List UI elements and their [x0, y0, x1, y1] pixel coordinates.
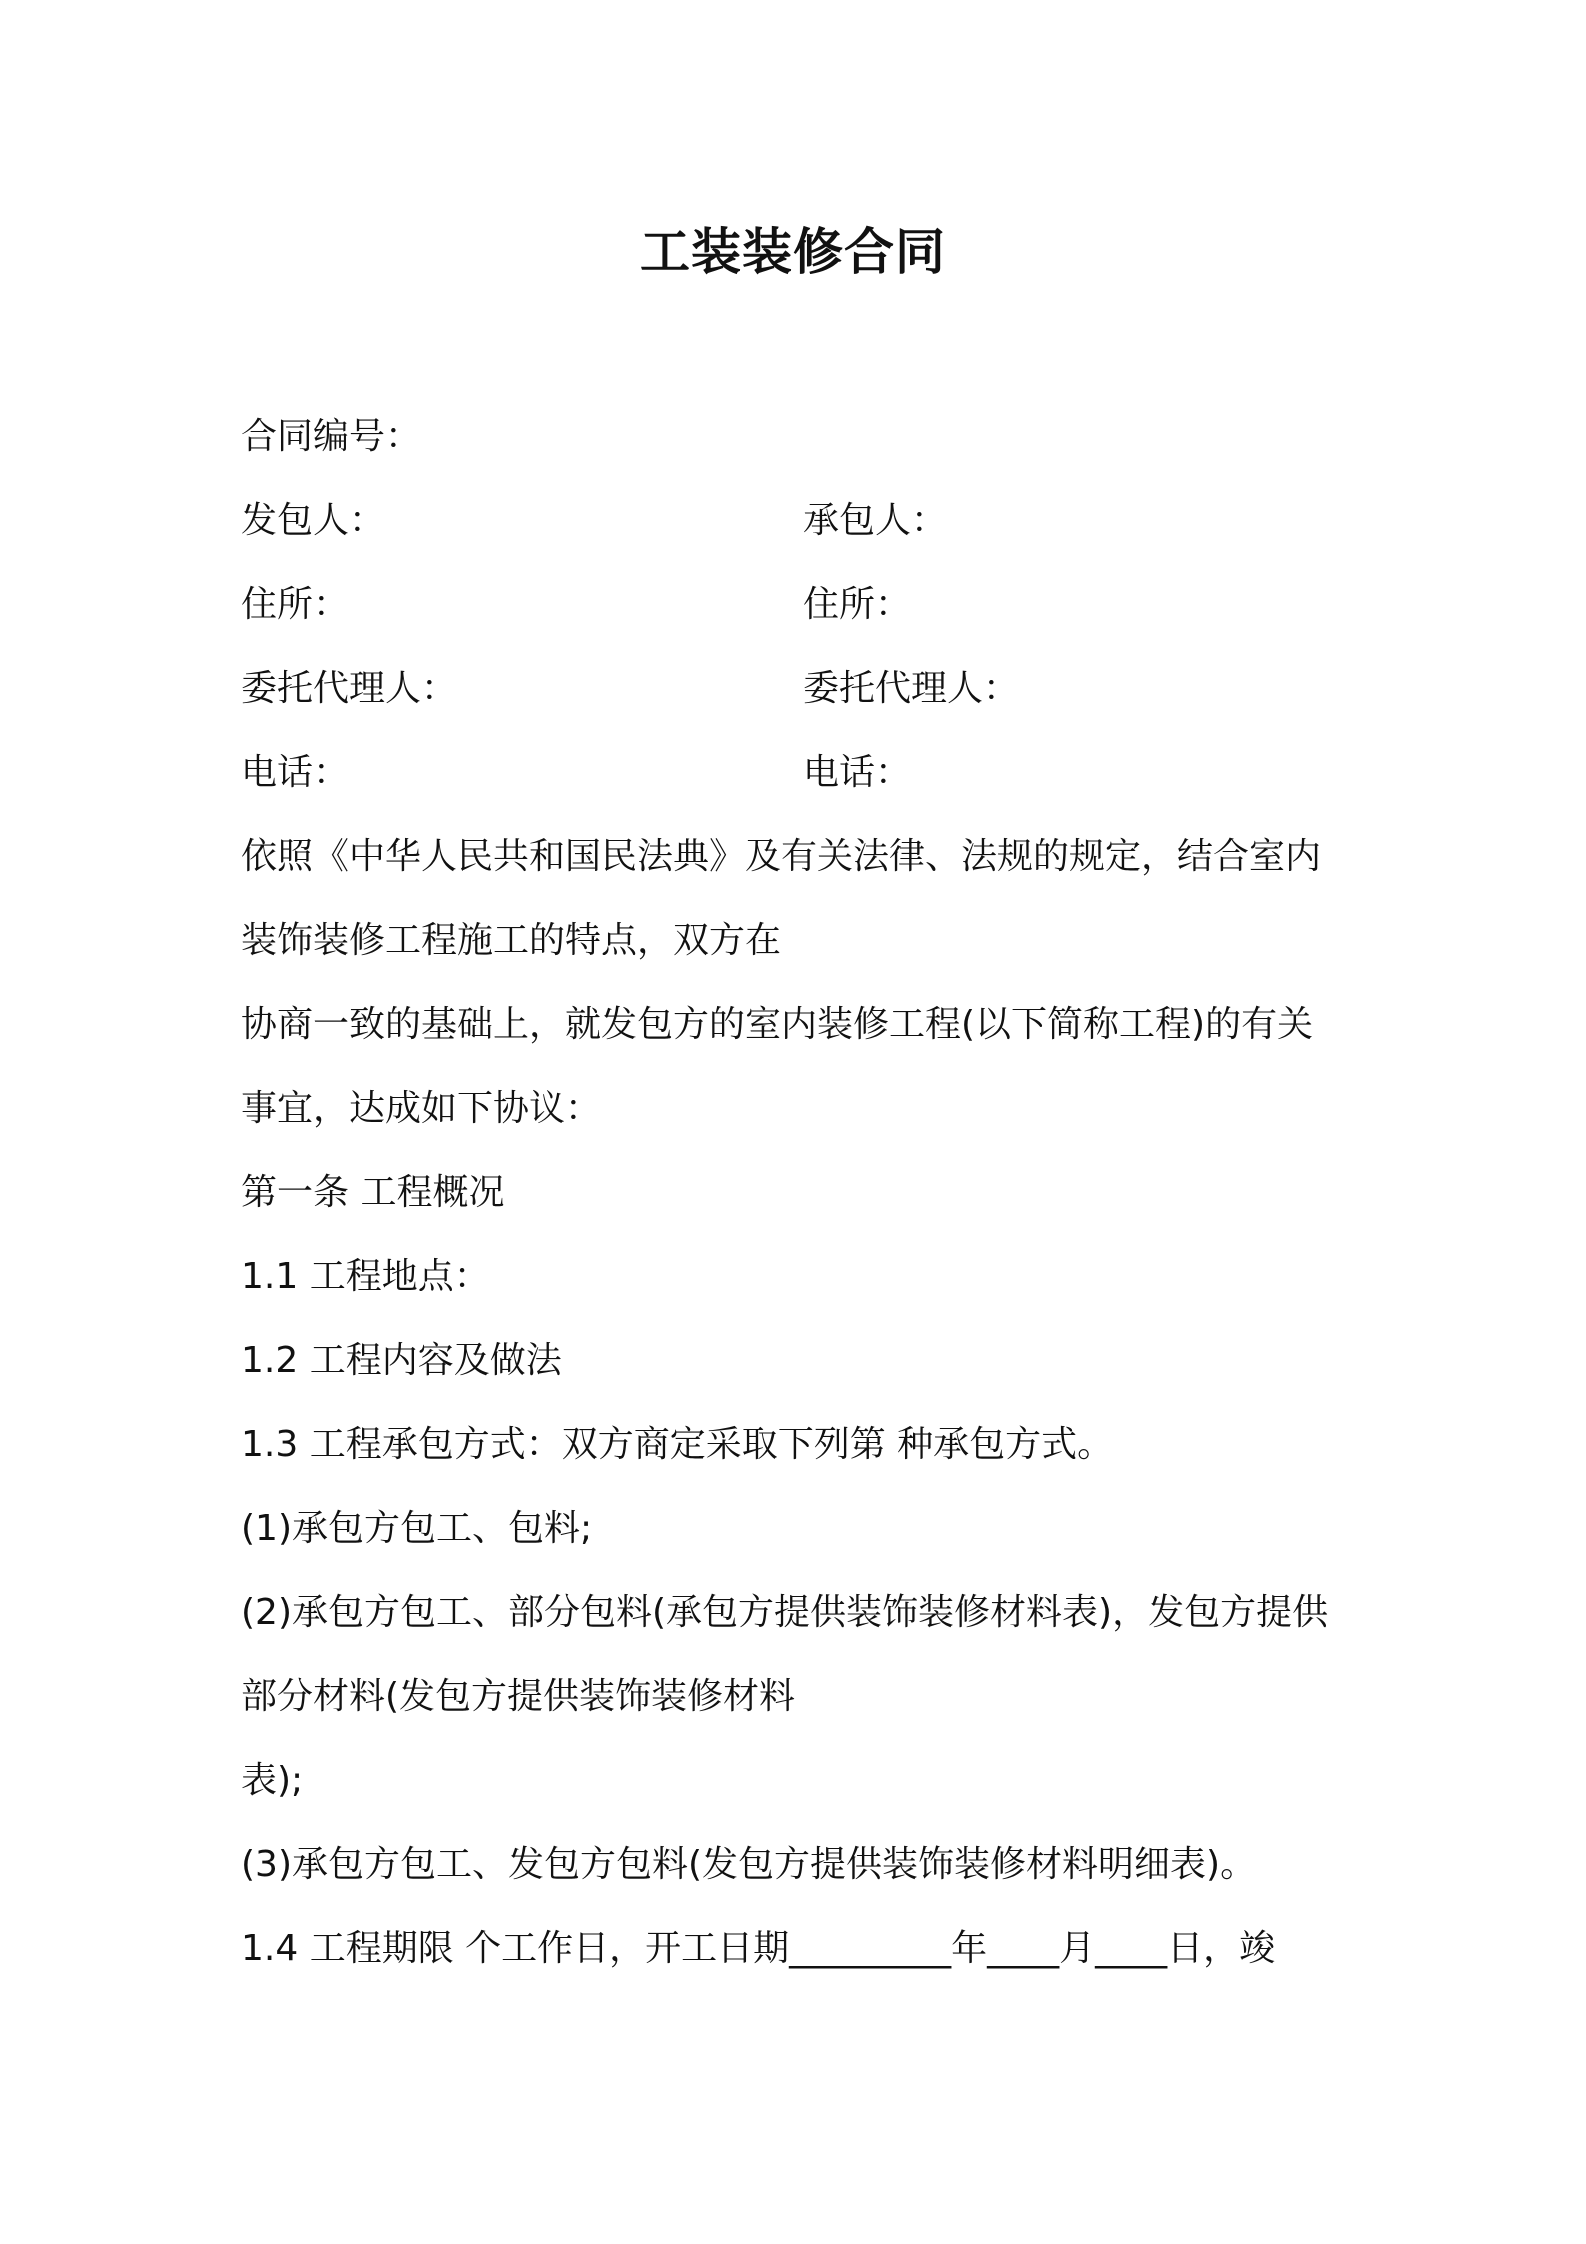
party-b-label: 承包人： — [803, 500, 948, 541]
party-a-agent-label: 委托代理人： — [241, 668, 458, 709]
option-2-line-2: 部分材料(发包方提供装饰装修材料 — [241, 1676, 796, 1717]
party-a-label: 发包人： — [241, 500, 386, 541]
party-b-phone-label: 电话： — [803, 752, 912, 793]
option-1: (1)承包方包工、包料; — [241, 1508, 593, 1549]
intro-paragraph-line-3: 协商一致的基础上，就发包方的室内装修工程(以下简称工程)的有关 — [241, 1004, 1314, 1045]
clause-1-3: 1.3 工程承包方式：双方商定采取下列第 种承包方式。 — [241, 1424, 1114, 1465]
option-2-line-1: (2)承包方包工、部分包料(承包方提供装饰装修材料表)，发包方提供 — [241, 1592, 1329, 1633]
clause-1-1: 1.1 工程地点： — [241, 1256, 490, 1297]
party-a-address-label: 住所： — [241, 584, 350, 625]
article-1-heading: 第一条 工程概况 — [241, 1172, 505, 1213]
contract-number-label: 合同编号： — [241, 416, 422, 457]
clause-1-2: 1.2 工程内容及做法 — [241, 1340, 562, 1381]
intro-paragraph-line-1: 依照《中华人民共和国民法典》及有关法律、法规的规定，结合室内 — [241, 836, 1322, 877]
intro-paragraph-line-2: 装饰装修工程施工的特点，双方在 — [241, 920, 782, 961]
party-b-agent-label: 委托代理人： — [803, 668, 1020, 709]
party-b-address-label: 住所： — [803, 584, 912, 625]
option-3: (3)承包方包工、发包方包料(发包方提供装饰装修材料明细表)。 — [241, 1844, 1257, 1885]
party-a-phone-label: 电话： — [241, 752, 350, 793]
intro-paragraph-line-4: 事宜，达成如下协议： — [241, 1088, 602, 1129]
clause-1-4: 1.4 工程期限 个工作日，开工日期_________年____月____日，竣 — [241, 1928, 1276, 1969]
document-title: 工装装修合同 — [640, 223, 946, 281]
option-2-line-3: 表); — [241, 1760, 304, 1801]
